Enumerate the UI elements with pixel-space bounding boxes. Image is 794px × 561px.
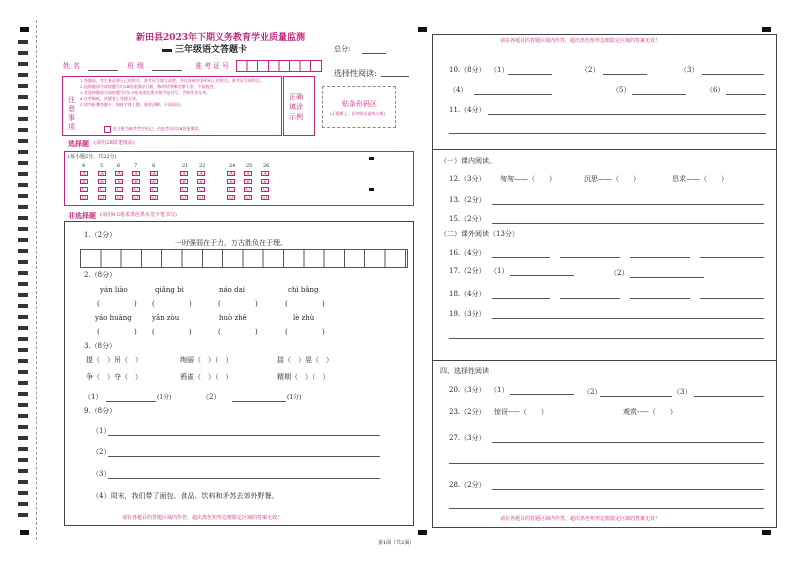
nonchoice-title: 非选择题 [68,211,96,220]
q8-line2[interactable] [232,401,286,402]
q20-label: 20.（3分） [449,386,486,394]
timing-track [18,40,28,520]
q20-part: （2） [583,388,602,396]
name-field[interactable] [88,70,118,71]
q3-label: 3.（8分） [84,342,117,350]
q10-label: 10.（8分） [449,66,486,74]
q12-word[interactable]: 匆匆——（ ） [500,175,556,183]
page-border-line [36,20,37,540]
barcode-sub: (正面朝上，切勿贴出虚线方框) [330,111,386,116]
q12-word[interactable]: 沉思——（ ） [584,175,640,183]
choice-bubble[interactable]: C [180,187,188,192]
q20-part: （3） [673,388,692,396]
q10-part: （4） [449,86,468,94]
registration-mark [762,27,771,32]
q2-pinyin: huò zhě [219,314,247,322]
q10-part: （2） [581,66,600,74]
registration-mark [762,530,771,535]
q10-part: （3） [680,66,699,74]
q20-line[interactable] [694,396,764,397]
q2-pinyin: qiǎng bì [155,286,184,294]
q10-line[interactable] [508,74,552,75]
q16-line[interactable] [492,257,550,258]
choice-bubble[interactable]: A [80,171,88,176]
choice-bubble[interactable]: C [132,187,140,192]
exam-title: 新田县2023年下期义务教育学业质量监测 [136,33,306,43]
registration-mark [20,530,29,535]
absent-note: 此方框为缺考考生标记，由监考员用2B铅笔填涂。 [113,126,203,131]
q2-pinyin: yáo huàng [95,314,132,322]
exam-id-label: 准考证号 [195,62,231,70]
choice-note: (请用2B铅笔填涂) [94,140,135,146]
q18-line[interactable] [492,298,550,299]
divider [432,149,777,150]
section2-title: （二）课外阅读（13分） [440,230,519,238]
q9-sentence: （4）周末，我们带了面包、食品、饮料和矛苏去郊外野餐。 [92,492,279,500]
q13-label: 13.（2分） [449,196,486,204]
choice-bubble[interactable]: D [262,195,267,201]
q9-label: 9.（8分） [84,407,117,415]
choice-bubble[interactable]: B [180,179,188,184]
choice-bubble[interactable]: A [115,171,123,176]
choice-bubble[interactable]: B [261,179,269,184]
q28-line[interactable] [492,489,764,490]
page-number: 第1面（共2面） [378,540,415,546]
barcode-title: 贴条形码区 [342,100,377,108]
choice-bubble[interactable]: D [181,195,186,201]
q12-label: 12.（3分） [449,175,486,183]
exam-id-boxes[interactable] [236,60,322,72]
choice-bubble[interactable]: B [244,179,252,184]
choice-bubble[interactable]: B [115,179,123,184]
q23-word[interactable]: 观赏-----（ ） [623,408,677,416]
choice-bubble[interactable]: D [245,195,250,201]
name-label: 姓名 [63,62,83,70]
q17-part: （2） [610,269,629,277]
q18-line[interactable] [560,298,620,299]
choice-question-number: 22 [199,163,206,169]
choice-bubble[interactable]: A [261,171,269,176]
divider [432,360,777,361]
choice-bubble[interactable]: B [227,179,235,184]
q17-line[interactable] [510,275,574,276]
choice-bubble[interactable]: B [150,179,158,184]
q12-word[interactable]: 恳求——（ ） [672,175,728,183]
registration-mark [418,27,427,32]
q1-sentence: 一时强弱在于力，万古胜负在于理。 [175,239,287,247]
choice-bubble[interactable]: B [80,179,88,184]
q11-line[interactable] [488,114,766,115]
q1-label: 1.（2分） [84,231,117,239]
q10-line[interactable] [474,94,552,95]
choice-bubble[interactable]: D [151,195,156,201]
q2-answer[interactable]: ( ) [285,300,341,308]
q13-line[interactable] [492,204,764,205]
q16-line[interactable] [700,257,764,258]
q2-answer[interactable]: ( ) [97,328,153,336]
class-label: 班级 [127,62,147,70]
choice-bubble[interactable]: D [133,195,138,201]
q10-part: （6） [706,86,725,94]
q2-pinyin: lè zhù [293,314,315,322]
fill-example-label: 正确填涂示例 [289,93,303,121]
q2-pinyin: yán liào [100,286,128,294]
q18-line[interactable] [700,298,764,299]
absent-checkbox[interactable] [104,126,111,133]
q20-line[interactable] [600,396,672,397]
q17-label: 17.（2分） [449,267,486,275]
q16-line[interactable] [630,257,690,258]
q3-item[interactable]: 提（ ）吊（ ） [86,356,142,364]
q11-label: 11.（4分） [449,106,486,114]
choice-bubble[interactable]: C [150,187,158,192]
section1-title: （一）课内阅读。 [440,157,496,165]
choice-bubble[interactable]: C [80,187,88,192]
q1-writing-grid[interactable] [80,249,408,268]
choice-bubble[interactable]: A [244,171,252,176]
choice-bubble[interactable]: A [132,171,140,176]
choice-bubble[interactable]: A [227,171,235,176]
q10-line[interactable] [702,74,764,75]
card-subtitle: 三年级语文答题卡 [175,45,248,55]
subtitle-bars [162,49,172,52]
q10-line[interactable] [632,94,686,95]
left-warning: 请在各题目的答题区域内作答，超出黑色矩形边框限定区域的答案无效！ [122,515,283,521]
choice-bubble[interactable]: B [98,179,106,184]
q2-answer[interactable]: ( ) [218,328,274,336]
q8-score1: (1分) [157,394,172,401]
q28-label: 28.（2分） [449,481,486,489]
choice-bubble[interactable]: A [150,171,158,176]
q3-item[interactable]: 揺（ ）晃（ ） [277,356,333,364]
choice-question-number: 8 [152,163,156,169]
choice-mark [369,188,374,191]
choice-bubble[interactable]: D [228,195,233,201]
q2-answer[interactable]: ( ) [152,300,208,308]
q2-answer[interactable]: ( ) [97,300,153,308]
choice-bubble[interactable]: C [197,187,205,192]
choice-question-number: 6 [117,163,121,169]
class-field[interactable] [152,70,182,71]
choice-question-number: 4 [82,163,86,169]
choice-bubble[interactable]: C [261,187,269,192]
choice-title: 选择题 [68,139,89,148]
q10-line[interactable] [726,94,766,95]
notice-label: 注意事项 [68,96,75,131]
choice-bubble[interactable]: C [98,187,106,192]
total-score-label: 总分: [334,45,351,53]
choice-bubble[interactable]: D [116,195,121,201]
q9-item: （1） [92,427,111,435]
right-choice-field[interactable] [381,76,409,77]
choice-question-number: 26 [263,163,270,169]
q2-pinyin: yǎn zòu [152,314,180,322]
choice-bubble[interactable]: A [197,171,205,176]
choice-question-number: 25 [246,163,253,169]
q20-part: （1） [490,386,509,394]
choice-mark [369,157,374,160]
total-score-line[interactable] [362,53,386,54]
q20-line[interactable] [510,394,574,395]
q18-line[interactable] [630,298,690,299]
q23-label: 23.（2分） [449,408,486,416]
choice-bubble[interactable]: D [198,195,203,201]
q8-part2: （2） [202,393,221,401]
registration-mark [20,27,29,32]
q8-score2: (1分) [287,394,302,401]
q3-item[interactable]: 绚丽（ ）（ ） [180,356,233,364]
q9-item: （2） [92,448,111,456]
q19-line[interactable] [449,338,764,339]
choice-question-number: 21 [182,163,189,169]
q27-line[interactable] [492,442,764,443]
choice-question-number: 24 [229,163,236,169]
choice-bubble[interactable]: C [227,187,235,192]
q9-item: （3） [92,470,111,478]
right-warning-bottom: 请在各题目的答题区域内作答，超出黑色矩形边框限定区域的答案无效！ [500,516,661,522]
choice-bubble[interactable]: B [197,179,205,184]
q19-line[interactable] [492,318,764,319]
q11-line[interactable] [449,133,766,134]
q2-answer[interactable]: ( ) [152,328,208,336]
q23-word[interactable]: 惊讶-----（ ） [494,408,548,416]
section3-title: 四、选择性阅读 [440,367,489,375]
q2-answer[interactable]: ( ) [285,328,341,336]
q27-label: 27.（3分） [449,434,486,442]
right-choice-label: 选择性阅读: [334,69,377,78]
q15-label: 15.（2分） [449,215,486,223]
q8-part1: （1） [84,393,103,401]
q10-part: （5） [612,86,631,94]
q3-item[interactable]: 精期（ ）（ ） [277,373,330,381]
choice-bubble[interactable]: C [115,187,123,192]
q17-part: （1） [490,267,509,275]
choice-bubble[interactable]: B [132,179,140,184]
q8-line1[interactable] [106,401,156,402]
notice-text: 1.答题前，考生务必将自己的姓名、准考证号填写清楚，并认真核对条形码上的姓名、准考证号和科目。 2.选择题部分请按题号用2B铅笔填涂方框，修改时用橡皮擦干净，不留痕迹。 3.非选择题部分请按题号用0.5毫米黑色墨水签字笔书写，否则作答无效。 4.在草稿纸、试题卷上答题无效。 5.请勿折叠答题卡，保持字体工整、笔迹清晰、卡面清洁。 [80,78,264,107]
q10-line[interactable] [603,74,647,75]
q3-item[interactable]: 鸦雀（ ）（ ） [180,373,233,381]
q2-pinyin: náo dai [219,286,246,294]
q9-line[interactable] [108,478,380,479]
q2-answer[interactable]: ( ) [218,300,274,308]
right-warning-top: 请在各题目的答题区域内作答，超出黑色矩形边框限定区域的答案无效！ [500,38,661,44]
q9-line[interactable] [108,456,380,457]
choice-question-number: 7 [134,163,138,169]
q17-line[interactable] [630,277,704,278]
q16-label: 16.（4分） [449,249,486,257]
choice-bubble[interactable]: A [180,171,188,176]
choice-bubble[interactable]: D [99,195,104,201]
nonchoice-note: (请用0.5毫米黑色墨水签字笔书写) [100,212,177,218]
choice-bubble[interactable]: D [81,195,86,201]
registration-mark [418,530,427,535]
q18-label: 18.（4分） [449,290,486,298]
choice-bubble[interactable]: A [98,171,106,176]
choice-question-number: 5 [100,163,104,169]
q28-line[interactable] [449,508,764,509]
q9-line[interactable] [108,435,380,436]
q2-pinyin: chì bǎng [288,286,319,294]
q15-line[interactable] [492,223,764,224]
q16-line[interactable] [560,257,620,258]
q2-label: 2.（8分） [84,271,117,279]
q3-item[interactable]: 争（ ）夺（ ） [86,373,142,381]
q10-part: （1） [490,66,509,74]
q19-label: 19.（3分） [449,310,486,318]
choice-subtitle: (每小题2分，共22分) [68,154,117,160]
choice-bubble[interactable]: C [244,187,252,192]
q27-line[interactable] [449,463,764,464]
